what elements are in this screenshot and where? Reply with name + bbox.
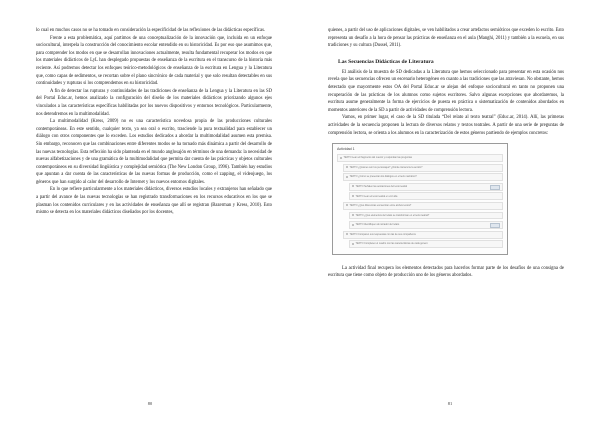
- row-button-icon: [490, 223, 500, 228]
- bullet-icon: [346, 176, 348, 178]
- activity-row: [343, 202, 503, 210]
- activity-row-text: TEXTO Completen el cuadro con las características de cada género: [355, 242, 428, 246]
- left-paragraph-1: lo cual en muchos casos no se ha tomado en consideración la especificidad de las reflexiones de las didácticas específicas.: [36, 28, 266, 33]
- activity-row: [343, 173, 503, 181]
- bullet-icon: [346, 204, 348, 206]
- right-paragraph-4: La actividad final recupera los elementos detectados para hacerlos formar parte de los desafíos de una consigna de escritura que tiene como objeto de producción uno de los géneros abordados.: [328, 265, 564, 279]
- activity-row: [343, 164, 503, 172]
- bullet-icon: [352, 224, 354, 226]
- activity-row-text: TEXTO ¿Quiénes son los personajes? ¿Dónde transcurre la acción?: [349, 165, 423, 169]
- bullet-icon: [352, 185, 354, 187]
- activity-row-text: TEXTO ¿Qué elementos del relato se transforman en el texto teatral?: [355, 213, 430, 217]
- activity-row-text: TEXTO ¿Cómo se presentan los diálogos en el texto narrativo?: [349, 175, 417, 179]
- activity-row: [349, 183, 503, 191]
- section-heading: Las Secuencias Didácticas de Literatura: [338, 58, 434, 65]
- page-number-left: 80: [147, 401, 153, 406]
- left-paragraph-3: A fin de detectar las rupturas y continuidades de las tradiciones de enseñanza de la Lengua y la Literatura en las SD del Portal Educ.ar, hemos analizado la configuración del diseño de los materiales didácticos priorizando algunos ejes vinculados a las características específicas habilitadas por los nuevos dispositivos y entornos tecnológicos. Particularmente, nos detendremos en la multimodalidad.: [36, 88, 272, 117]
- activity-row-text: TEXTO Lean el fragmento del cuento y respondan las preguntas: [343, 156, 412, 160]
- activity-row-text: TEXTO ¿Qué diferencias encuentran entre ambos textos?: [349, 204, 412, 208]
- activity-row: [349, 240, 503, 248]
- activity-row: [349, 221, 503, 229]
- activity-row-text: TEXTO Lean el texto teatral en voz alta: [355, 194, 398, 198]
- left-paragraph-5: En lo que refiere particularmente a los materiales didácticos, diversos estudios locales y extranjeros han señalado que a partir del avance de las nuevas tecnologías se han registrado transformaciones en los recursos educativos en los que se plasman los contenidos curriculares y en las actividades de enseñanza que allí se registran (Bazerman y Kress, 2010). Esto mismo se detecta en los materiales didácticos diseñados por los docentes,: [36, 187, 272, 216]
- activity-screenshot: [332, 143, 508, 255]
- activity-screenshot-title: Actividad 1: [337, 147, 355, 152]
- bullet-icon: [352, 243, 354, 245]
- right-page: [300, 0, 600, 424]
- left-paragraph-4: La multimodalidad (Kress, 2009) no es una característica novedosa propia de las producciones culturales contemporáneas. En este sentido, cualquier texto, ya sea oral o escrito, trasciende la pura textualidad para establecer un diálogo con otros componentes que lo exceden. Los estudios dedicados a abordar la multimodalidad asumen esta premisa. Sin embargo, reconocen que las combinaciones entre diferentes modos se ha tornado más dinámica a partir del desarrollo de las nuevas tecnologías. Esta reflexión ha sido planteada en el mundo anglosajón en términos de una demanda: la necesidad de nuevas alfabetizaciones y de una gramática de la multimodalidad que permita dar cuenta de las prácticas y objetos culturales contemporáneos en su diversidad lingüística y complejidad semiótica (The New London Group, 1996). También hay estudios que apuntan a dar cuenta de las características de las nuevas formas de producción, como el zapping, el videojuego, los géneros que han surgido al calor del desarrollo de Internet y los nuevos entornos digitales.: [36, 119, 272, 185]
- activity-row-text: TEXTO Comparen sus respuestas con las de sus compañeros: [349, 232, 416, 236]
- bullet-icon: [346, 166, 348, 168]
- row-button-icon: [490, 185, 500, 190]
- bullet-icon: [352, 195, 354, 197]
- activity-row: [343, 231, 503, 239]
- right-paragraph-2: El análisis de la muestra de SD dedicadas a la Literatura que hemos seleccionado para presentar en esta ocasión nos revela que las secuencias ofrecen un escenario heterogéneo en cuanto a las tradiciones que las atraviesan. No obstante, hemos detectado que mayormente estos OA del Portal Educ.ar se alejan del enfoque sociocultural en tanto no proponen una recuperación de las prácticas de los alumnos como sujetos escritores. Salvo algunas excepciones que abordaremos, la escritura asume generalmente la forma de ejercicios de puesta en práctica o sistematización de contenidos abordados en momentos anteriores de la SD a partir de actividades de comprensión lectora.: [328, 69, 564, 113]
- left-paragraph-2: Frente a esta problemática, aquí partimos de una conceptualización de la innovación que, incluida en un enfoque sociocultural, interpela la construcción del conocimiento escolar entendido en su historicidad. Es por eso que asumimos que, para comprender los modos en que se desarrollan innovaciones actualmente, resulta fundamental recuperar los modos en que los materiales didácticos de LyL han desplegado propuestas de enseñanza de la escritura en el transcurso de la historia más reciente. Así podremos detectar los enfoques teórico-metodológicos de enseñanza de la escritura en Lengua y la Literatura que, como capas de sedimentos, se recortan sobre el plano sincrónico de cada material y que solo resultan detectables en sus continuidades y rupturas si los comprendemos en su historicidad.: [36, 35, 272, 87]
- page-number-right: 81: [447, 401, 453, 406]
- activity-row: [349, 212, 503, 220]
- activity-row: [337, 154, 503, 162]
- activity-row-text: TEXTO Identifiquen al narrador del relato: [355, 223, 400, 227]
- activity-row: [349, 192, 503, 200]
- right-paragraph-3: Vamos, en primer lugar, el caso de la SD titulada “Del relato al texto teatral” (Educ.ar, 2014). Allí, las primeras actividades de la secuencia proponen la lectura de diversos relatos y textos teatrales. A partir de una serie de preguntas de comprensión lectora, se orienta a los alumnos en la caracterización de estos géneros partiendo de ejemplos concretos:: [328, 115, 564, 136]
- bullet-icon: [352, 214, 354, 216]
- bullet-icon: [340, 157, 342, 159]
- activity-row-text: TEXTO Señalen las acotaciones del texto teatral: [355, 185, 408, 188]
- right-paragraph-1: quienes, a partir del uso de aplicaciones digitales, se ven habilitados a crear artefactos semióticos que exceden lo escrito. Esto representa un desafío a la hora de pensar las prácticas de enseñanza en el aula (Manghi, 2011) y también a la escuela, en sus tradiciones y su cultura (Dussel, 2011).: [328, 28, 564, 49]
- bullet-icon: [346, 233, 348, 235]
